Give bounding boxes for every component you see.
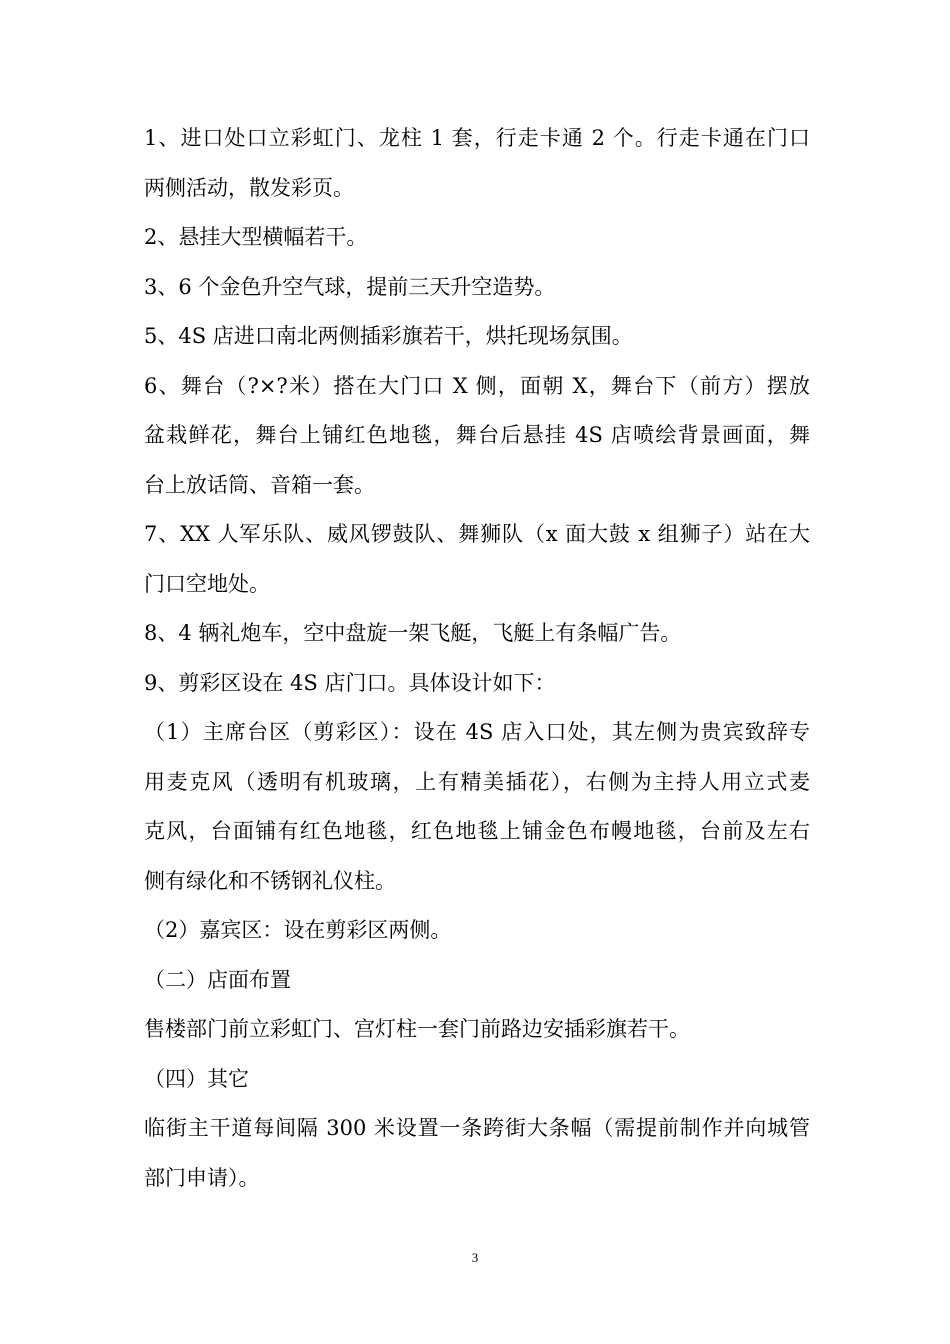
text-line: 克风，台面铺有红色地毯，红色地毯上铺金色布幔地毯，台前及左右 [144,819,810,843]
text-line: （四）其它 [144,1066,249,1091]
text-line: 8、4 辆礼炮车，空中盘旋一架飞艇，飞艇上有条幅广告。 [144,621,682,645]
text-line: 临街主干道每间隔 300 米设置一条跨街大条幅（需提前制作并向城管 [144,1116,810,1140]
text-line: （1）主席台区（剪彩区）：设在 4S 店入口处，其左侧为贵宾致辞专 [144,720,810,744]
text-line: 3、6 个金色升空气球，提前三天升空造势。 [144,274,556,299]
text-line: 用麦克风（透明有机玻璃，上有精美插花），右侧为主持人用立式麦 [144,769,810,794]
text-line: 7、XX 人军乐队、威风锣鼓队、舞狮队（x 面大鼓 x 组狮子）站在大 [144,522,810,546]
text-line: 台上放话筒、音箱一套。 [144,472,375,497]
text-line: 1、进口处口立彩虹门、龙柱 1 套，行走卡通 2 个。行走卡通在门口 [144,126,810,150]
text-line: 部门申请）。 [144,1165,260,1190]
text-line: （2）嘉宾区：设在剪彩区两侧。 [144,918,452,942]
text-line: 9、剪彩区设在 4S 店门口。具体设计如下： [144,670,556,695]
text-line: 侧有绿化和不锈钢礼仪柱。 [144,868,396,893]
text-line: 盆栽鲜花，舞台上铺红色地毯，舞台后悬挂 4S 店喷绘背景画面，舞 [144,423,810,447]
text-line: （二）店面布置 [144,967,291,992]
document-body [144,114,810,1203]
text-line: 两侧活动，散发彩页。 [144,175,354,200]
text-line: 5、4S 店进口南北两侧插彩旗若干，烘托现场氛围。 [144,324,633,348]
text-line: 2、悬挂大型横幅若干。 [144,225,368,249]
text-line: 门口空地处。 [144,571,270,596]
text-line: 售楼部门前立彩虹门、宫灯柱一套门前路边安插彩旗若干。 [144,1017,690,1041]
text-line: 6、舞台（?×?米）搭在大门口 X 侧，面朝 X，舞台下（前方）摆放 [144,373,810,398]
page-number: 3 [471,1250,479,1265]
